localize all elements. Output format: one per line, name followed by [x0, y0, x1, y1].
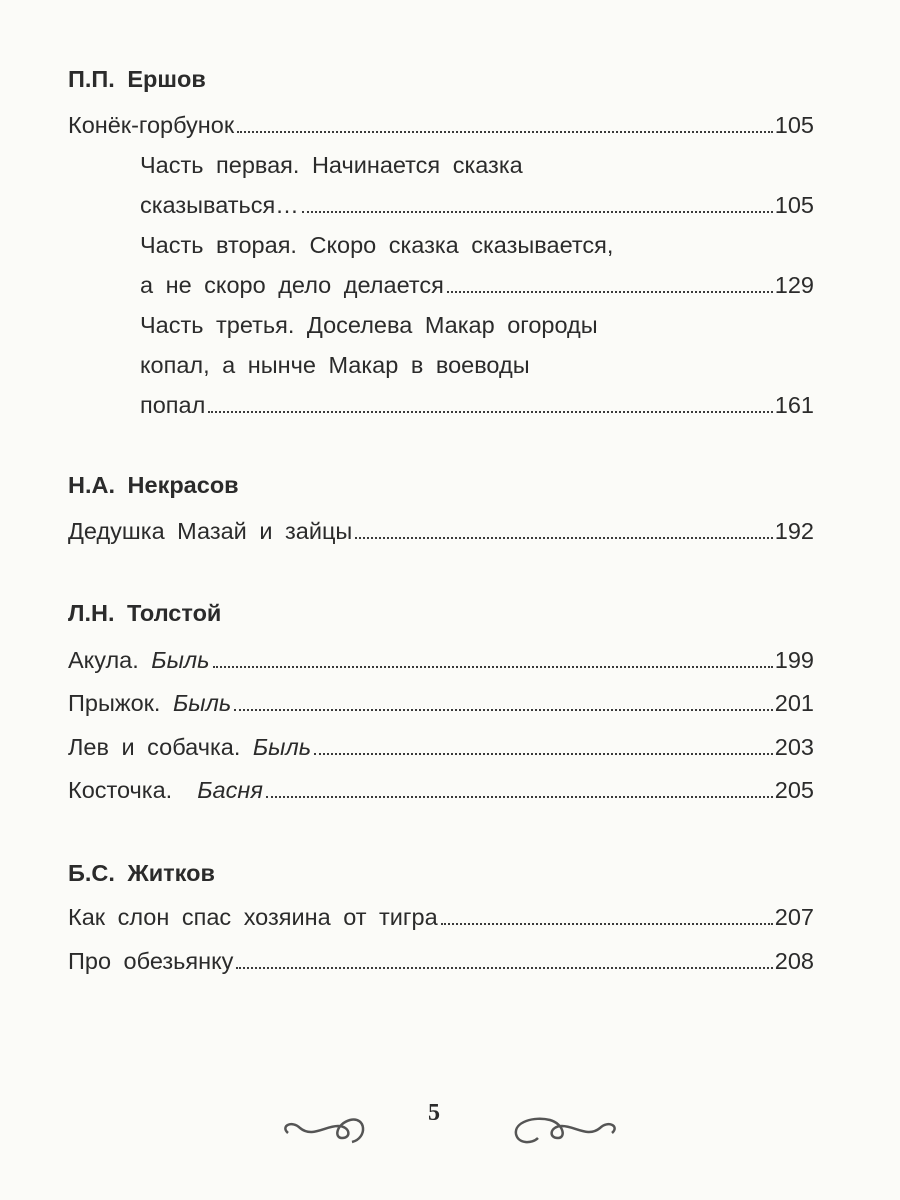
toc-entry-line: [140, 148, 814, 182]
dot-leader: [441, 923, 773, 925]
toc-entry-line: [140, 308, 814, 342]
toc-entry[interactable]: [68, 514, 814, 548]
entry-title: Часть третья. Доселева Макар огороды: [140, 312, 598, 338]
dot-leader: [208, 411, 772, 413]
toc-entry[interactable]: [140, 188, 814, 222]
dot-leader: [355, 537, 772, 539]
entry-title: Косточка.: [68, 777, 173, 803]
page-ref: 199: [774, 647, 814, 673]
right-flourish-icon: [516, 1119, 615, 1142]
page-ref: 161: [774, 392, 814, 418]
entry-title: а не скоро дело делается: [140, 272, 444, 298]
dot-leader: [213, 666, 773, 668]
left-flourish-icon: [285, 1120, 363, 1142]
page-number: 5: [428, 1100, 440, 1126]
dot-leader: [314, 753, 773, 755]
page-ref: 129: [774, 272, 814, 298]
entry-title: сказываться…: [140, 192, 299, 218]
dot-leader: [302, 211, 773, 213]
author-heading: Б.С. Житков: [68, 860, 215, 886]
page-ref: 207: [774, 904, 814, 930]
author-heading: Л.Н. Толстой: [68, 600, 222, 626]
page-ref: 105: [774, 192, 814, 218]
toc-entry[interactable]: [68, 730, 814, 764]
entry-title: Про обезьянку: [68, 948, 234, 974]
toc-entry[interactable]: [140, 388, 814, 422]
entry-genre: Быль: [151, 647, 210, 673]
entry-title: Акула.: [68, 647, 139, 673]
toc-entry[interactable]: [68, 900, 814, 934]
entry-title: Часть вторая. Скоро сказка сказывается,: [140, 232, 614, 258]
entry-title: попал: [140, 392, 206, 418]
author-heading: П.П. Ершов: [68, 66, 206, 92]
author-heading: Н.А. Некрасов: [68, 472, 239, 498]
entry-title: Конёк-горбунок: [68, 112, 235, 138]
page-ref: 203: [774, 734, 814, 760]
entry-genre: Быль: [172, 690, 232, 716]
toc-entry[interactable]: [68, 773, 814, 807]
dot-leader: [234, 709, 773, 711]
toc-entry[interactable]: [68, 108, 814, 142]
footer-ornament: [0, 1098, 900, 1148]
entry-title: Часть первая. Начинается сказка: [140, 152, 523, 178]
entry-genre: Басня: [197, 777, 263, 803]
toc-entry[interactable]: [68, 944, 814, 978]
toc-entry-line: [140, 228, 814, 262]
entry-title: Прыжок.: [68, 690, 161, 716]
page-ref: 208: [774, 948, 814, 974]
page-ref: 201: [774, 690, 814, 716]
toc-entry[interactable]: [68, 643, 814, 677]
page-ref: 105: [774, 112, 814, 138]
dot-leader: [447, 291, 773, 293]
dot-leader: [236, 967, 772, 969]
toc-entry[interactable]: [140, 268, 814, 302]
toc-entry-line: [140, 348, 814, 382]
entry-title: копал, а нынче Макар в воеводы: [140, 352, 530, 378]
entry-title: Лев и собачка.: [68, 734, 241, 760]
entry-genre: Быль: [252, 734, 312, 760]
entry-title: Как слон спас хозяина от тигра: [68, 904, 438, 930]
dot-leader: [266, 796, 773, 798]
entry-title: Дедушка Мазай и зайцы: [68, 518, 353, 544]
dot-leader: [237, 131, 773, 133]
toc-entry[interactable]: [68, 686, 814, 720]
page-ref: 192: [774, 518, 814, 544]
page-ref: 205: [774, 777, 814, 803]
